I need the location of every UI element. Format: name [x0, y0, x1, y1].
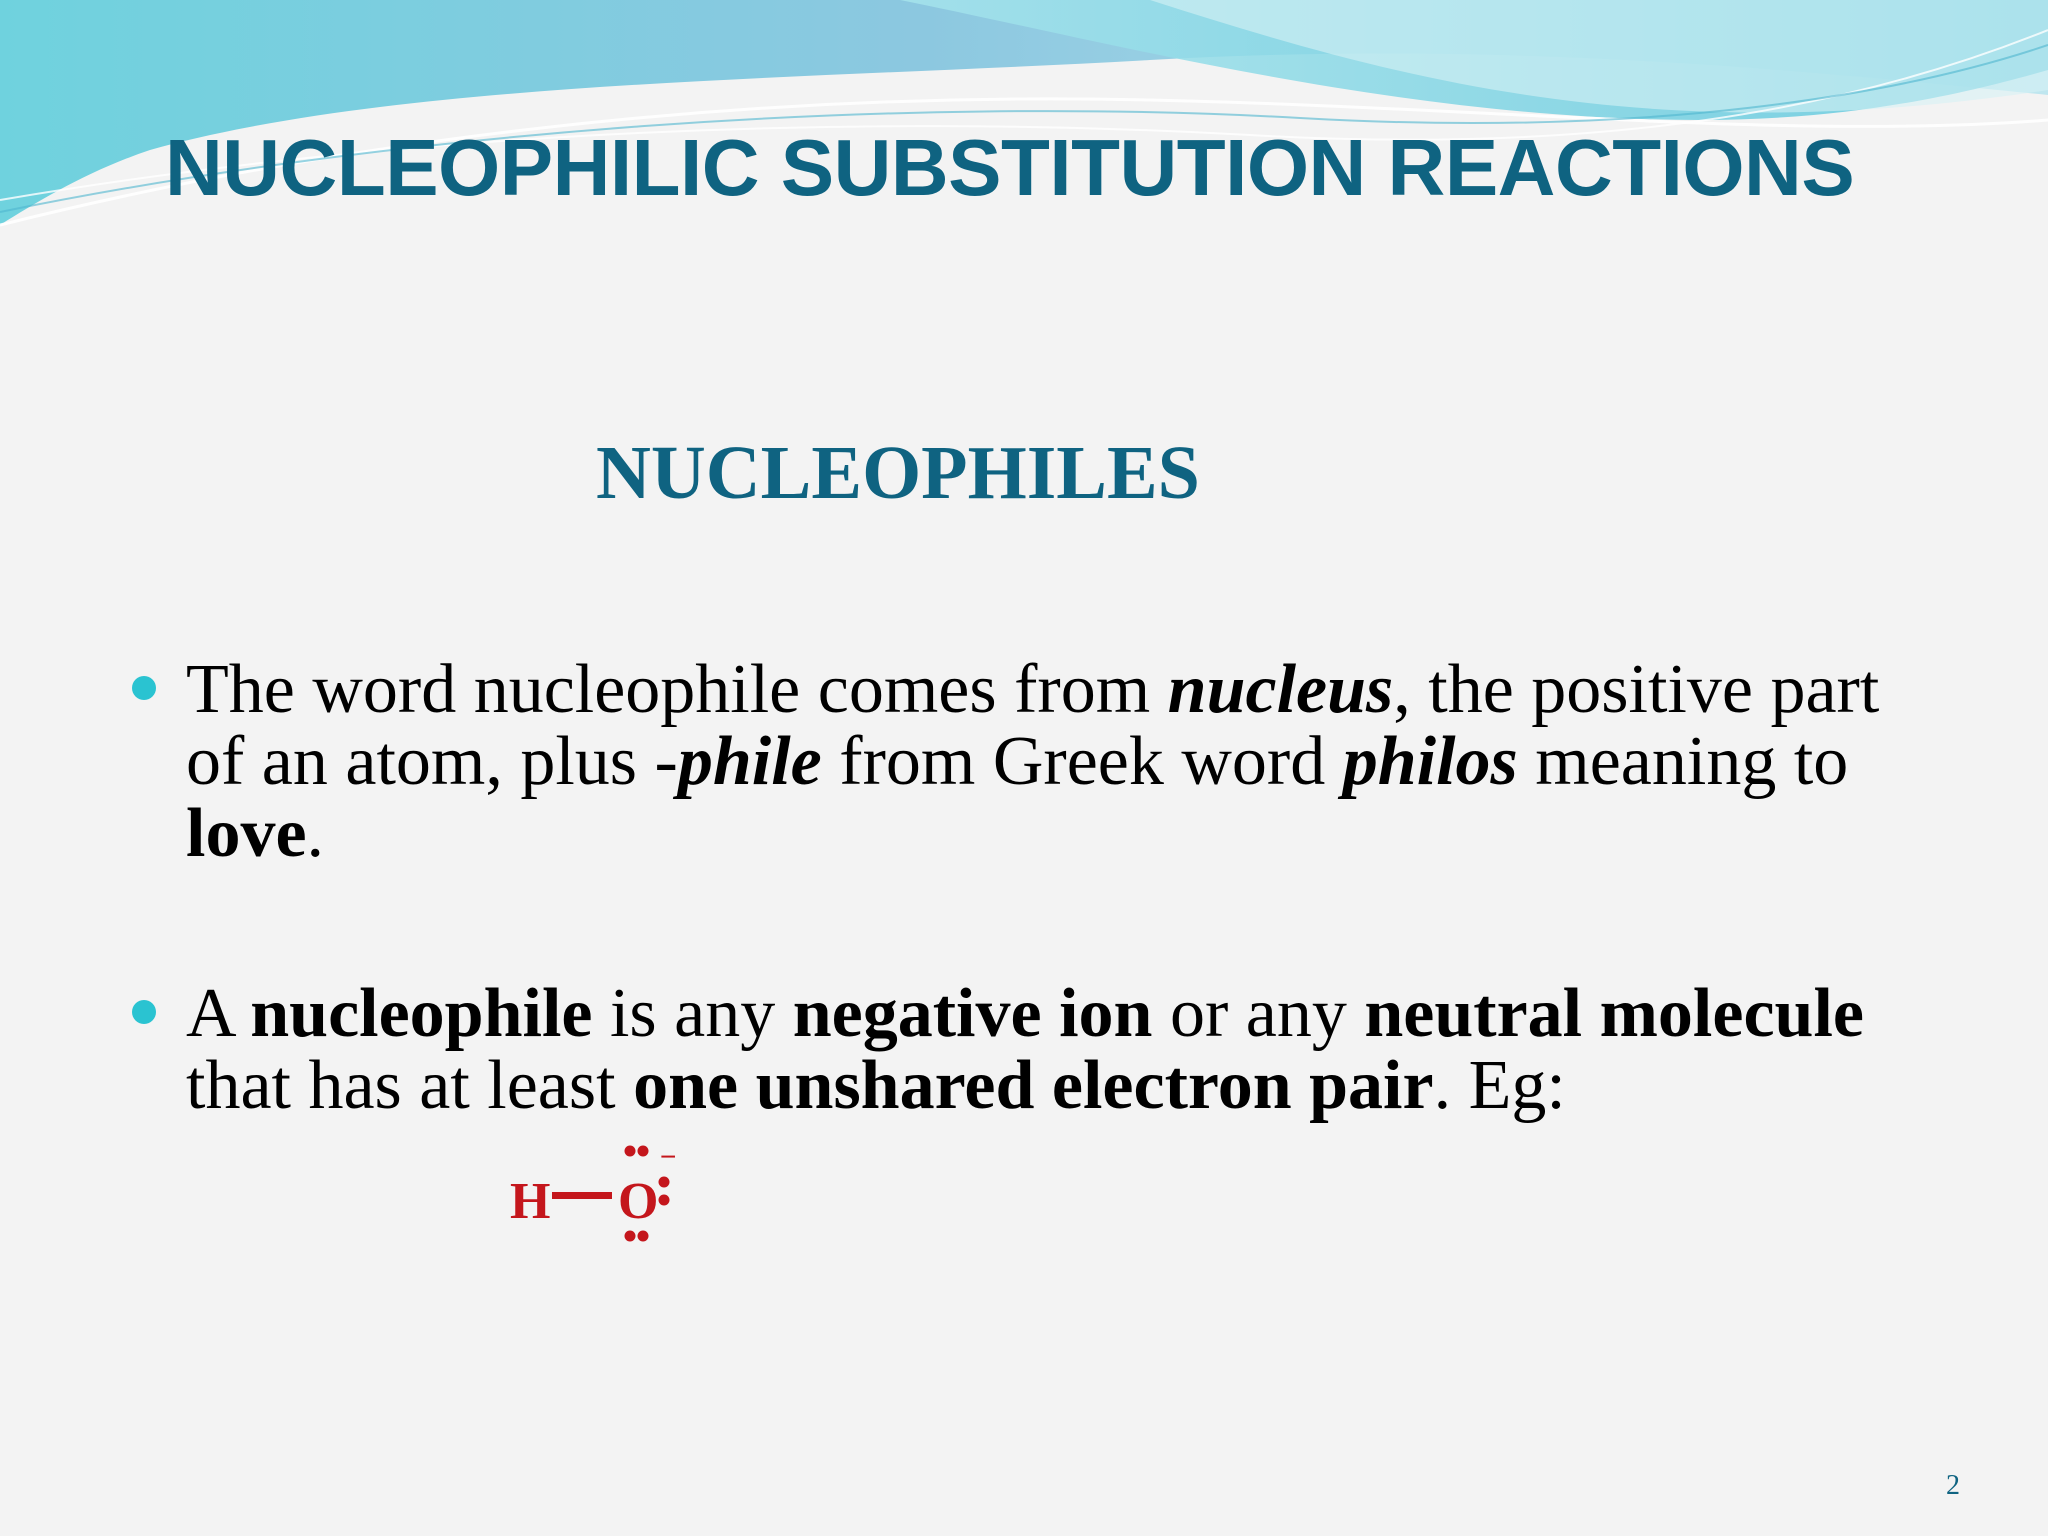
section-heading: NUCLEOPHILES: [596, 431, 1200, 515]
bullet2-text-3: or any: [1152, 975, 1365, 1052]
term-negative-ion: negative ion: [792, 975, 1153, 1052]
oxygen-atom-label: O: [618, 1173, 659, 1230]
bullet2-text-4: that has at least: [186, 1047, 634, 1124]
bullet-item-nucleophile-definition: [132, 975, 1892, 1124]
term-neutral-molecule: neutral molecule: [1364, 975, 1864, 1052]
hydroxide-lewis-structure: [500, 1140, 770, 1250]
bullet1-text-1: The word nucleophile comes from: [186, 651, 1168, 728]
page-number: 2: [1946, 1470, 1960, 1501]
slide-title: NUCLEOPHILIC SUBSTITUTION REACTIONS: [165, 123, 1855, 212]
lone-pair-electron: [659, 1195, 670, 1206]
lone-pair-electron: [625, 1146, 636, 1157]
bullet-list: [132, 651, 1892, 1124]
term-philos: philos: [1342, 723, 1518, 800]
bullet2-text-1: A: [186, 975, 251, 1052]
term-phile: phile: [677, 723, 822, 800]
bullet1-text-4: meaning to: [1517, 723, 1849, 800]
lone-pair-electron: [638, 1231, 649, 1242]
lone-pair-electron: [625, 1231, 636, 1242]
lone-pair-electron: [638, 1146, 649, 1157]
bullet2-text-2: is any: [592, 975, 793, 1052]
bullet2-text-5: . Eg:: [1433, 1047, 1566, 1124]
bullet1-text-2: , the positive part of an atom, plus -: [186, 651, 1880, 800]
term-unshared-electron-pair: one unshared electron pair: [633, 1047, 1434, 1124]
negative-charge-label: −: [660, 1141, 677, 1172]
term-love: love: [186, 795, 307, 872]
bullet1-text-3: from Greek word: [821, 723, 1343, 800]
hydrogen-atom-label: H: [510, 1173, 551, 1230]
bullet1-text-5: .: [306, 795, 325, 872]
bullet-item-definition-origin: [132, 651, 1892, 872]
single-bond: [552, 1192, 612, 1199]
bullet-dot-icon: [132, 676, 156, 700]
bullet-dot-icon: [132, 1000, 156, 1024]
lone-pair-electron: [659, 1177, 670, 1188]
term-nucleophile: nucleophile: [250, 975, 593, 1052]
term-nucleus: nucleus: [1167, 651, 1394, 728]
